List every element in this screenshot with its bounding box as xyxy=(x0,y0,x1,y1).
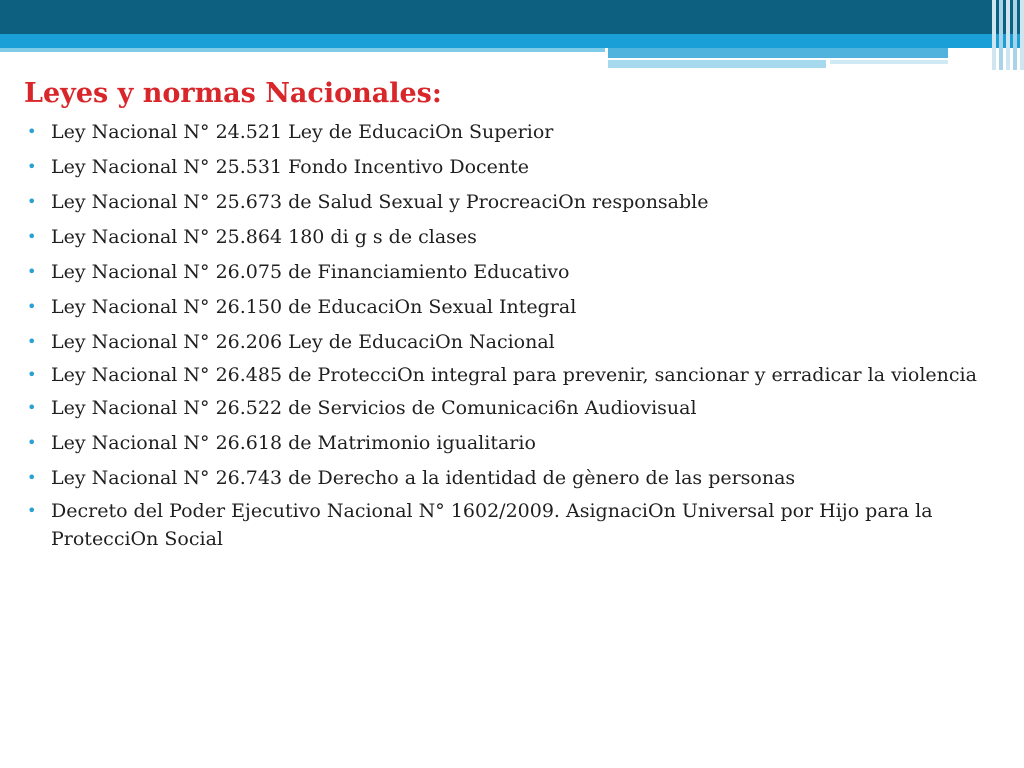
header-light-stripe xyxy=(0,48,605,52)
slide-content xyxy=(24,76,999,556)
list-item: • Ley Nacional N° 26.206 Ley de EducaciOn Nacional xyxy=(24,326,999,358)
bullet-icon: • xyxy=(27,332,37,351)
list-item: • Ley Nacional N° 25.531 Fondo Incentivo Docente xyxy=(24,151,999,183)
bullet-icon: • xyxy=(27,398,37,417)
list-item: • Ley Nacional N° 25.673 de Salud Sexual y ProcreaciOn responsable xyxy=(24,186,999,218)
slide-title: Leyes y normas Nacionales: xyxy=(24,78,442,109)
list-item: • Ley Nacional N° 26.743 de Derecho a la identidad de gènero de las personas xyxy=(24,462,999,494)
bullet-icon: • xyxy=(27,157,37,176)
law-list xyxy=(24,116,999,553)
bullet-icon: • xyxy=(27,468,37,487)
header-stripe xyxy=(830,60,948,64)
bullet-icon: • xyxy=(27,297,37,316)
bullet-icon: • xyxy=(27,262,37,281)
list-item: • Decreto del Poder Ejecutivo Nacional N° 1602/2009. AsignaciOn Universal por Hijo para la ProtecciOn Social xyxy=(24,497,999,553)
header-stripe xyxy=(608,60,826,68)
bullet-icon: • xyxy=(27,365,37,384)
list-item: • Ley Nacional N° 26.618 de Matrimonio igualitario xyxy=(24,427,999,459)
header-stripe xyxy=(608,48,948,58)
bullet-icon: • xyxy=(27,122,37,141)
list-item: • Ley Nacional N° 24.521 Ley de EducaciOn Superior xyxy=(24,116,999,148)
list-item: • Ley Nacional N° 25.864 180 di g s de clases xyxy=(24,221,999,253)
list-item: • Ley Nacional N° 26.150 de EducaciOn Sexual Integral xyxy=(24,291,999,323)
header-accent-band xyxy=(0,34,1024,48)
list-item: • Ley Nacional N° 26.485 de ProtecciOn integral para prevenir, sancionar y erradicar la violencia xyxy=(24,361,999,389)
bullet-icon: • xyxy=(27,227,37,246)
bullet-icon: • xyxy=(27,192,37,211)
bullet-icon: • xyxy=(27,501,37,520)
list-item: • Ley Nacional N° 26.075 de Financiamiento Educativo xyxy=(24,256,999,288)
bullet-icon: • xyxy=(27,433,37,452)
header-vertical-lines xyxy=(990,0,1024,70)
list-item: • Ley Nacional N° 26.522 de Servicios de Comunicaci6n Audiovisual xyxy=(24,392,999,424)
header-band xyxy=(0,0,1024,34)
